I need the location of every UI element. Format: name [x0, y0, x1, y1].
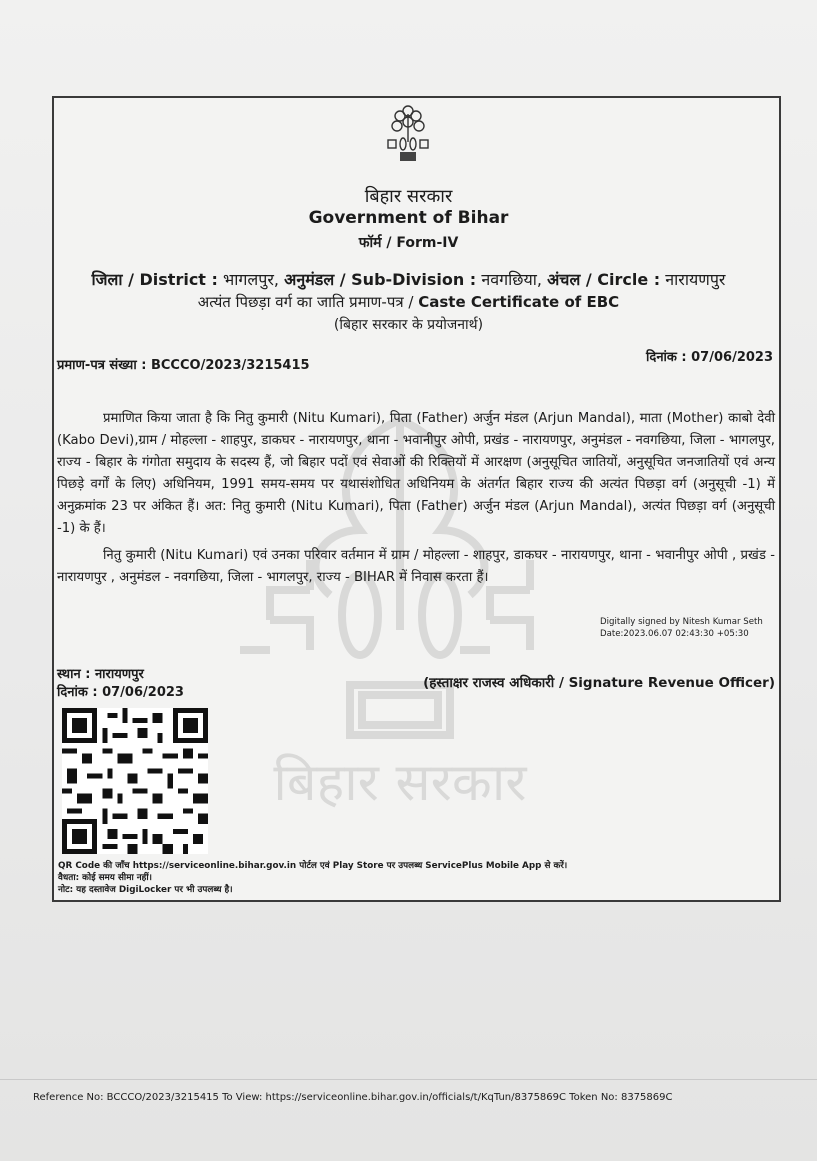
district-value: भागलपुर,	[223, 270, 279, 289]
place-value: नारायणपुर	[94, 667, 144, 682]
certificate-title-hindi: अत्यंत पिछड़ा वर्ग का जाति प्रमाण-पत्र /	[197, 293, 414, 311]
certificate-body-paragraph-1: प्रमाणित किया जाता है कि नितु कुमारी (Nitu Kumari), पिता (Father) अर्जुन मंडल (Arjun Mandal), माता (Mother) काबो देवी (Kabo Devi),ग्राम / मोहल्ला - शाहपुर, डाकघर - नारायणपुर, थाना - भवानीपुर ओपी, प्रखंड - नारायणपुर, अनुमंडल - नवगछिया, जिला - भागलपुर, राज्य - बिहार के गंगोता समुदाय के सदस्य हैं, जो बिहार पदों एवं सेवाओं की रिक्तियों में आरक्षण (अनुसूचित जातियों, अनुसूचित जनजातियों एवं अन्य पिछड़े वर्गों के लिए) अधिनियम, 1991 समय-समय पर यथासंशोधित अधिनियम के अंतर्गत बिहार राज्य की अत्यंत पिछड़ा वर्ग (अनुसूची -1) में अनुक्रमांक 23 पर अंकित हैं। अत: नितु कुमारी (Nitu Kumari), पिता (Father) अर्जुन मंडल (Arjun Mandal), अत्यंत पिछड़ा वर्ग (अनुसूची -1) के हैं।	[57, 411, 775, 536]
certificate-number	[57, 355, 310, 373]
footer-divider	[0, 1079, 817, 1080]
form-number: फॉर्म / Form-IV	[358, 235, 459, 251]
certificate-date-value: 07/06/2023	[691, 350, 773, 365]
certificate-date	[646, 347, 773, 365]
issue-date-line	[57, 684, 184, 702]
digital-signature-date: Date:2023.06.07 02:43:30 +05:30	[600, 629, 749, 639]
certificate-number-value: BCCCO/2023/3215415	[150, 358, 310, 373]
certificate-number-label: प्रमाण-पत्र संख्या :	[57, 358, 147, 373]
government-title-hindi: बिहार सरकार	[364, 186, 453, 207]
place-date-block	[57, 666, 184, 702]
bihar-emblem-icon	[384, 104, 432, 164]
verification-notes	[58, 860, 567, 896]
subdivision-label: अनुमंडल / Sub-Division :	[284, 270, 477, 289]
reference-footer: Reference No: BCCCO/2023/3215415 To View: https://serviceonline.bihar.gov.in/officials/t/KqTun/8375869C Token No: 8375869C	[33, 1092, 673, 1103]
qr-verification-note: QR Code की जाँच https://serviceonline.bihar.gov.in पोर्टल एवं Play Store पर उपलब्ध ServicePlus Mobile App से करें।	[58, 861, 568, 871]
place-label: स्थान :	[57, 667, 91, 682]
circle-value: नारायणपुर	[665, 270, 726, 289]
digital-signature-block	[600, 616, 763, 640]
certificate-title-english: Caste Certificate of EBC	[418, 293, 620, 311]
district-label: जिला / District :	[91, 270, 218, 289]
issue-date-label: दिनांक :	[57, 685, 98, 700]
digilocker-note: नोट: यह दस्तावेज DigiLocker पर भी उपलब्ध है।	[58, 885, 233, 895]
certificate-body-paragraph-2: नितु कुमारी (Nitu Kumari) एवं उनका परिवार वर्तमान में ग्राम / मोहल्ला - शाहपुर, डाकघर - नारायणपुर, थाना - भवानीपुर ओपी , प्रखंड - नारायणपुर , अनुमंडल - नवगछिया, जिला - भागलपुर, राज्य - BIHAR में निवास करता हैं।	[57, 548, 775, 585]
validity-note: वैधता: कोई समय सीमा नहीं।	[58, 873, 152, 883]
issue-date-value: 07/06/2023	[102, 685, 184, 700]
signature-revenue-officer: (हस्ताक्षर राजस्व अधिकारी / Signature Revenue Officer)	[423, 675, 775, 691]
certificate-date-label: दिनांक :	[646, 350, 687, 365]
circle-label: अंचल / Circle :	[547, 270, 661, 289]
place-line	[57, 666, 184, 684]
digital-signature-signer: Digitally signed by Nitesh Kumar Seth	[600, 617, 763, 627]
qr-code-icon[interactable]	[62, 708, 208, 854]
certificate-title	[0, 292, 817, 312]
government-title-english: Government of Bihar	[308, 208, 509, 228]
certificate-purpose: (बिहार सरकार के प्रयोजनार्थ)	[333, 317, 484, 333]
district-line	[0, 268, 817, 290]
subdivision-value: नवगछिया,	[481, 270, 542, 289]
